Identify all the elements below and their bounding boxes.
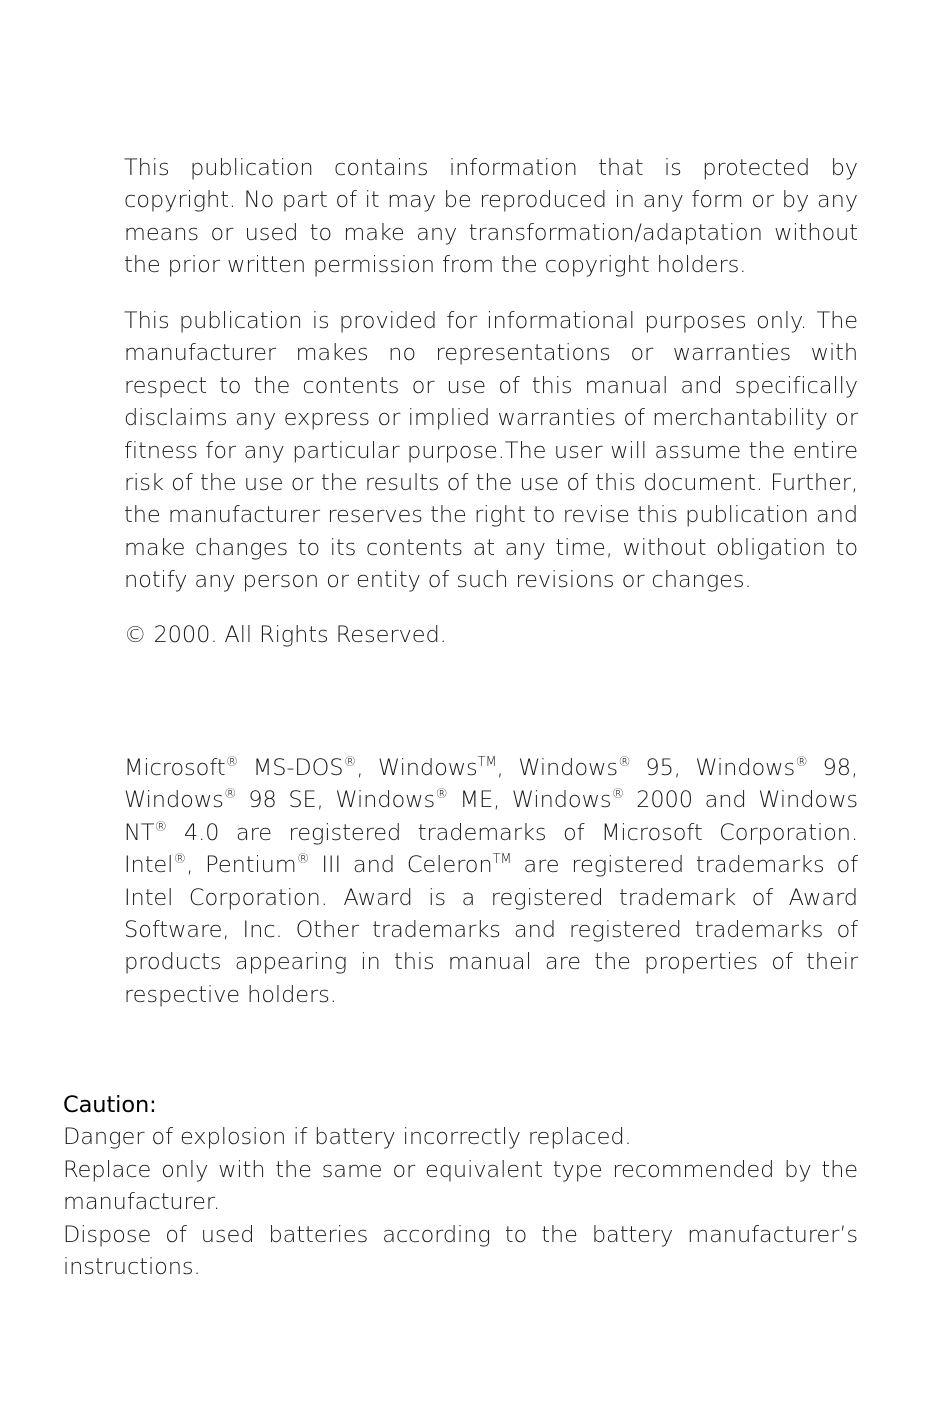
caution-line-dispose: Dispose of used batteries according to the battery manufacturer’s instructions. bbox=[63, 1221, 858, 1281]
caution-line-explosion: Danger of explosion if battery incorrectly replaced. bbox=[63, 1124, 632, 1151]
caution-section bbox=[63, 1089, 858, 1283]
copyright-notice-paragraph: This publication contains information that is protected by copyright. No part of it may be reproduced in any form or by any means or used to make any transformation/adaptation without the prior written permission from the copyright holders. bbox=[124, 155, 858, 279]
all-rights-reserved: © 2000. All Rights Reserved. bbox=[124, 622, 447, 648]
trademarks-paragraph: Microsoft® MS-DOS®, Windows™, Windows® 95, Windows® 98, Windows® 98 SE, Windows® ME, Windows® 2000 and Windows NT® 4.0 are registered trademarks of Microsoft Corporation. Intel®, Pentium® III and Celeron™ are registered trademarks of Intel Corporation. Award is a registered trademark of Award Software, Inc. Other trademarks and registered trademarks of products appearing in this manual are the properties of their respective holders. bbox=[124, 755, 859, 1008]
disclaimer-paragraph: This publication is provided for informational purposes only. The manufacturer makes no representations or warranties with respect to the contents or use of this manual and specifically disclaims any express or implied warranties of merchantability or fitness for any particular purpose.The user will assume the entire risk of the use or the results of the use of this document. Further, the manufacturer reserves the right to revise this publication and make changes to its contents at any time, without obligation to notify any person or entity of such revisions or changes. bbox=[124, 308, 858, 594]
caution-title: Caution: bbox=[63, 1092, 157, 1118]
caution-line-replace: Replace only with the same or equivalent type recommended by the manufacturer. bbox=[63, 1156, 858, 1216]
